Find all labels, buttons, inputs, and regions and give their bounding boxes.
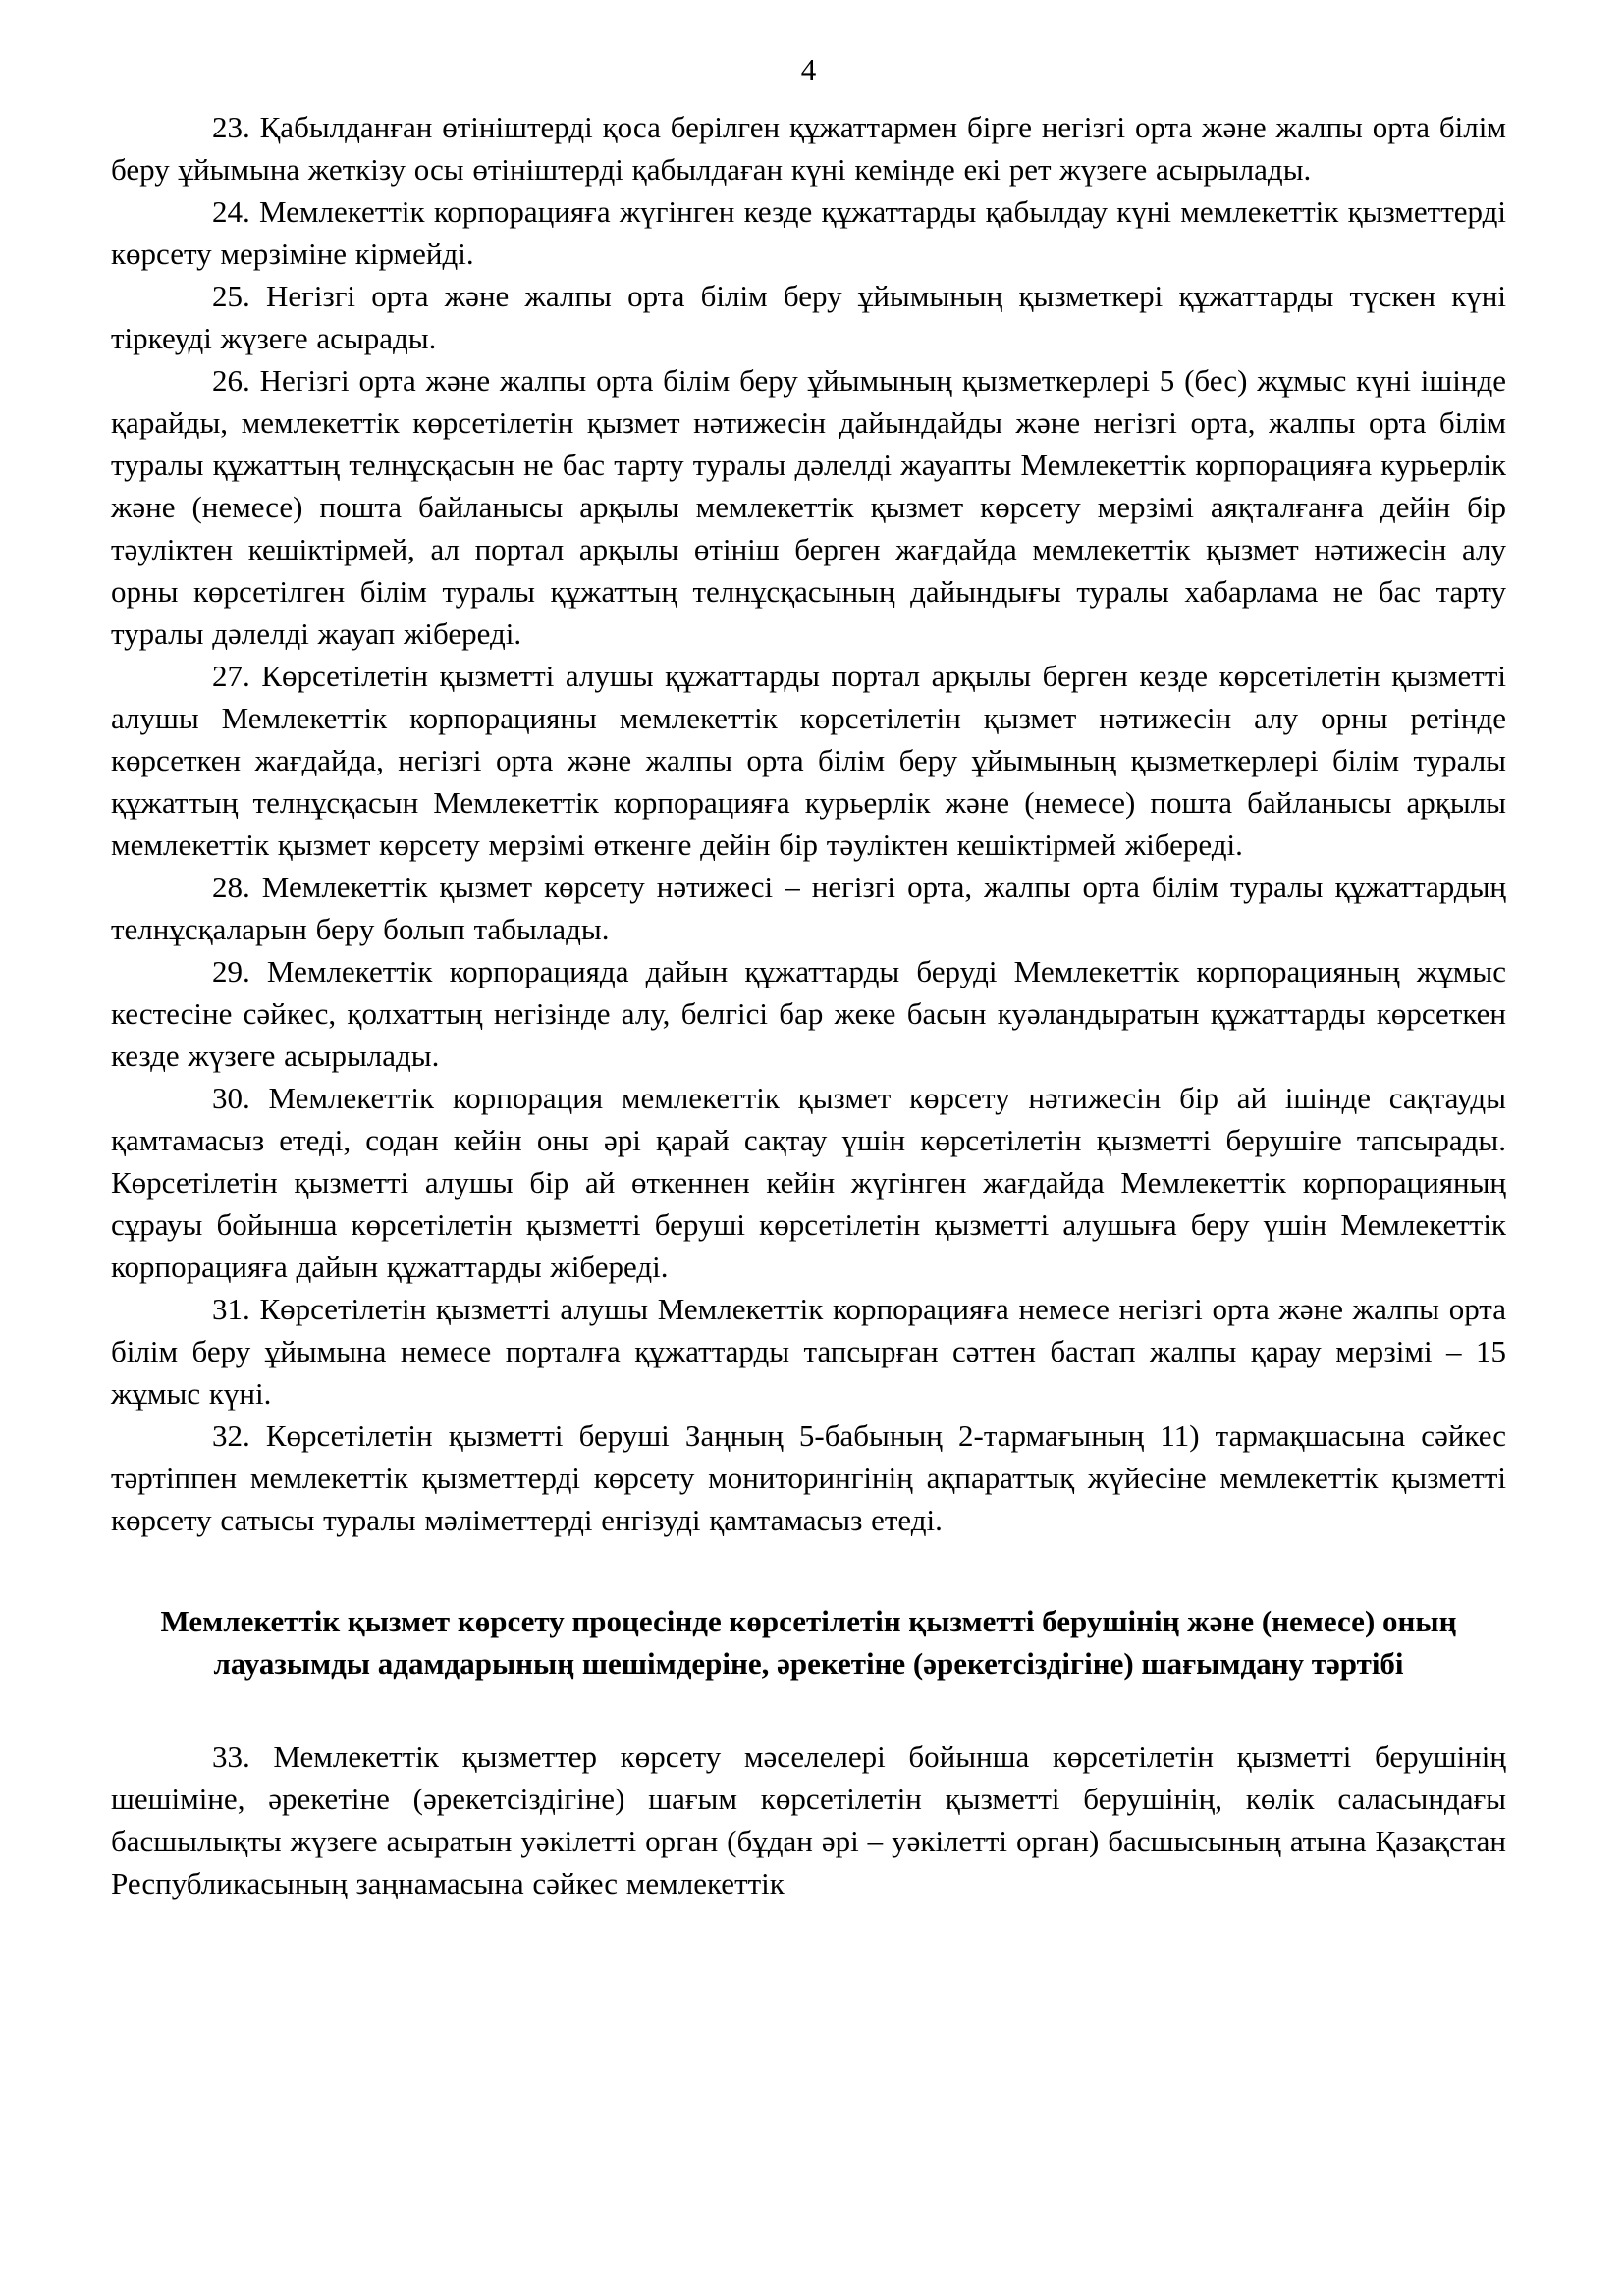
paragraph-30: 30. Мемлекеттік корпорация мемлекеттік қызмет көрсету нәтижесін бір ай ішінде сақтауды қамтамасыз етеді, содан кейін оны әрі қарай сақтау үшін көрсетілетін қызметті берушіге тапсырады. Көрсетілетін қызметті алушы бір ай өткеннен кейін жүгінген жағдайда Мемлекеттік корпорацияның сұрауы бойынша көрсетілетін қызметті беруші көрсетілетін қызметті алушыға беру үшін Мемлекеттік корпорацияға дайын құжаттарды жібереді. [111,1081,1506,1284]
paragraph-26: 26. Негізгі орта және жалпы орта білім беру ұйымының қызметкерлері 5 (бес) жұмыс күні ішінде қарайды, мемлекеттік көрсетілетін қызмет нәтижесін дайындайды және негізгі орта, жалпы орта білім туралы құжаттың телнұсқасын не бас тарту туралы дәлелді жауапты Мемлекеттік корпорацияға курьерлік және (немесе) пошта байланысы арқылы мемлекеттік қызмет көрсету мерзімі аяқталғанға дейін бір тәуліктен кешіктірмей, ал портал арқылы өтініш берген жағдайда мемлекеттік қызмет нәтижесін алу орны көрсетілген білім туралы құжаттың телнұсқасының дайындығы туралы хабарлама не бас тарту туралы дәлелді жауап жібереді. [111,363,1506,651]
paragraph-24: 24. Мемлекеттік корпорацияға жүгінген кезде құжаттарды қабылдау күні мемлекеттік қызметтерді көрсету мерзіміне кірмейді. [111,194,1506,271]
paragraph-27: 27. Көрсетілетін қызметті алушы құжаттарды портал арқылы берген кезде көрсетілетін қызметті алушы Мемлекеттік корпорацияны мемлекеттік көрсетілетін қызмет нәтижесін алу орны ретінде көрсеткен жағдайда, негізгі орта және жалпы орта білім беру ұйымының қызметкерлері білім туралы құжаттың телнұсқасын Мемлекеттік корпорацияға курьерлік және (немесе) пошта байланысы арқылы мемлекеттік қызмет көрсету мерзімі өткенге дейін бір тәуліктен кешіктірмей жібереді. [111,659,1506,862]
paragraph-28: 28. Мемлекеттік қызмет көрсету нәтижесі – негізгі орта, жалпы орта білім туралы құжаттардың телнұсқаларын беру болып табылады. [111,870,1506,946]
paragraph-32: 32. Көрсетілетін қызметті беруші Заңның 5-бабының 2-тармағының 11) тармақшасына сәйкес тәртіппен мемлекеттік қызметтерді көрсету мониторингінің ақпараттық жүйесіне мемлекеттік қызметті көрсету сатысы туралы мәліметтерді енгізуді қамтамасыз етеді. [111,1418,1506,1537]
page-number: 4 [800,52,817,86]
paragraph-23: 23. Қабылданған өтініштерді қоса берілген құжаттармен бірге негізгі орта және жалпы орта білім беру ұйымына жеткізу осы өтініштерді қабылдаған күні кемінде екі рет жүзеге асырылады. [111,110,1506,187]
section-heading-appeal-procedure: Мемлекеттік қызмет көрсету процесінде көрсетілетін қызметті берушінің және (немесе) оның лауазымды адамдарының шешімдеріне, әрекетіне (әрекетсіздігіне) шағымдану тәртібі [160,1604,1457,1681]
paragraph-33: 33. Мемлекеттік қызметтер көрсету мәселелері бойынша көрсетілетін қызметті берушінің шешіміне, әрекетіне (әрекетсіздігіне) шағым көрсетілетін қызметті берушінің, көлік саласындағы басшылықты жүзеге асыратын уәкілетті орган (бұдан әрі – уәкілетті орган) басшысының атына Қазақстан Республикасының заңнамасына сәйкес мемлекеттік [111,1739,1506,1900]
paragraph-31: 31. Көрсетілетін қызметті алушы Мемлекеттік корпорацияға немесе негізгі орта және жалпы орта білім беру ұйымына немесе порталға құжаттарды тапсырған сәттен бастап жалпы қарау мерзімі – 15 жұмыс күні. [111,1292,1506,1411]
paragraph-25: 25. Негізгі орта және жалпы орта білім беру ұйымының қызметкері құжаттарды түскен күні тіркеуді жүзеге асырады. [111,279,1506,355]
paragraph-29: 29. Мемлекеттік корпорацияда дайын құжаттарды беруді Мемлекеттік корпорацияның жұмыс кестесіне сәйкес, қолхаттың негізінде алу, белгісі бар жеке басын куәландыратын құжаттарды көрсеткен кезде жүзеге асырылады. [111,954,1506,1073]
document-body [111,106,1506,1904]
